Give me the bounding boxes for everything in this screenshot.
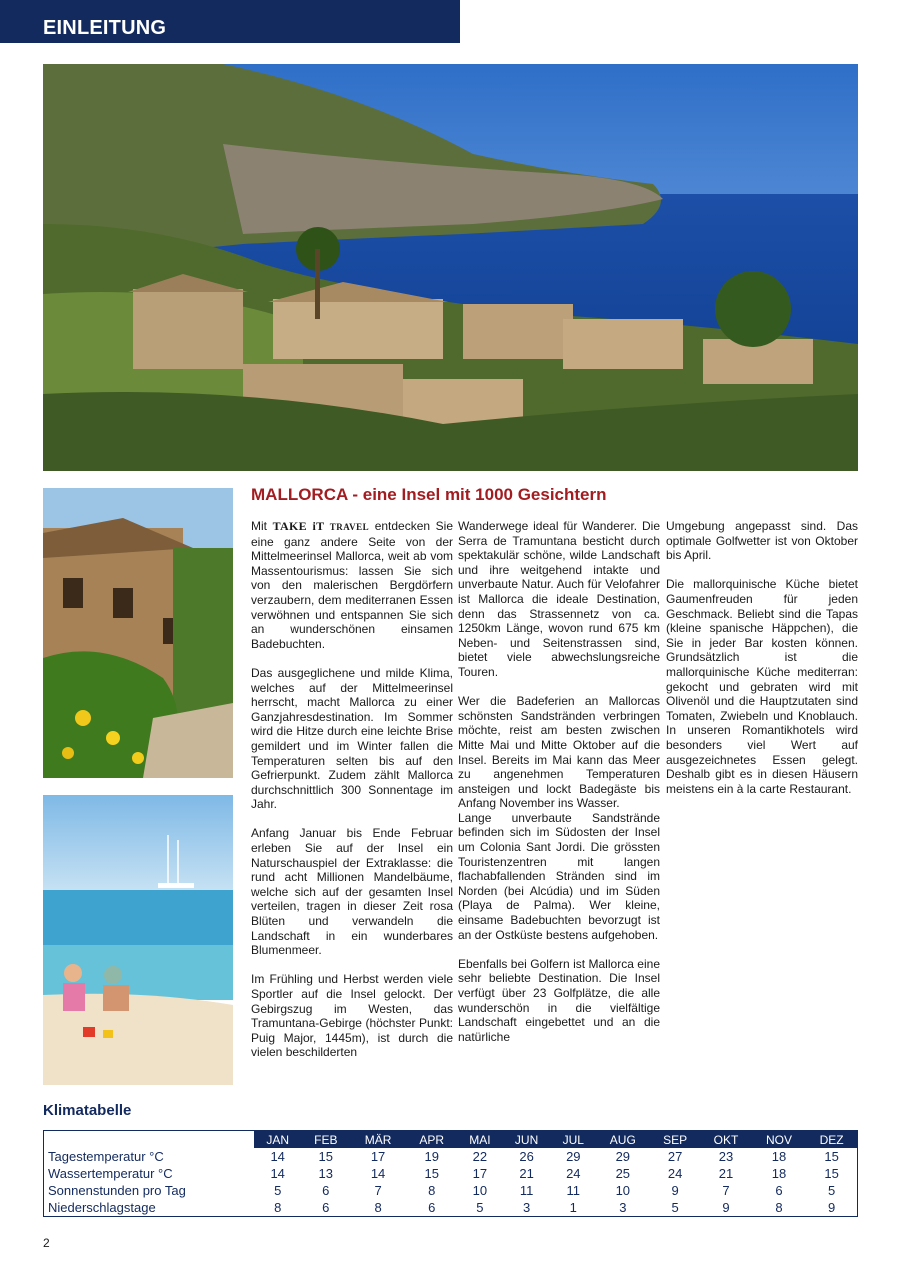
row-label: Tagestemperatur °C	[48, 1149, 164, 1164]
table-cell: 11	[519, 1183, 534, 1198]
table-cell: 11	[566, 1183, 581, 1198]
table-cell: 7	[374, 1183, 382, 1198]
month-header: APR	[406, 1131, 458, 1149]
month-header: OKT	[700, 1131, 752, 1149]
climate-header-row	[44, 1131, 858, 1149]
table-cell: 6	[775, 1183, 783, 1198]
month-header: NOV	[752, 1131, 806, 1149]
section-title: EINLEITUNG	[43, 17, 167, 39]
table-cell: 14	[370, 1166, 386, 1181]
table-cell: 7	[722, 1183, 730, 1198]
table-cell: 15	[824, 1149, 839, 1164]
paragraph	[251, 519, 453, 651]
paragraph: Im Frühling und Herbst werden viele Sportler auf die Insel gelockt. Der Gebirgszug im Westen, das Tramuntana-Gebirge (höchster Punkt: Puig Major, 1445m), ist durch die vielen beschilderten	[251, 972, 453, 1060]
text-column-3	[666, 519, 858, 811]
table-cell: 9	[827, 1200, 836, 1215]
month-header: MAI	[458, 1131, 503, 1149]
hero-photo	[43, 64, 858, 471]
table-cell: 14	[270, 1149, 285, 1164]
table-cell: 10	[472, 1183, 488, 1198]
table-cell: 14	[270, 1166, 285, 1181]
table-row	[44, 1165, 858, 1182]
paragraph: Lange unverbaute Sandstrände befinden sich im Südosten der Insel um Colonia Sant Jordi. Die grössten Touristenzentren mit langen flachabfallenden Stränden sind im Norden (bei Alcúdia) und im Süden (Playa de Palma). Wer kleine, einsame Badebuchten bevorzugt ist an der Ostküste bestens aufgehoben.	[458, 810, 660, 942]
table-cell: 23	[718, 1149, 734, 1164]
table-cell: 8	[374, 1200, 382, 1215]
table-cell: 29	[615, 1149, 631, 1164]
table-cell: 19	[424, 1149, 439, 1164]
paragraph: Wer die Badeferien an Mallorcas schönsten Sandstränden verbringen möchte, reist am besten zwischen Mitte Mai und Mitte Oktober auf die Insel. Bereits im Mai kann das Meer zu angenehmen Temperaturen ansteigen und lockt Badegäste bis Anfang November ins Wasser.	[458, 694, 660, 811]
header-blank-cell	[44, 1131, 255, 1149]
table-row	[44, 1182, 858, 1199]
month-header: JUL	[551, 1131, 596, 1149]
paragraph: Anfang Januar bis Ende Februar erleben Sie auf der Insel ein Naturschauspiel der Extraklasse: die rund acht Millionen Mandelbäume, welche sich auf der gesamten Insel verteilen, tragen in dieser Zeit rosa Blüten und verwandeln die Landschaft in ein wunderbares Blumenmeer.	[251, 826, 453, 958]
text-column-2	[458, 519, 660, 1059]
table-cell: 9	[671, 1183, 679, 1198]
month-header: SEP	[650, 1131, 700, 1149]
paragraph: Die mallorquinische Küche bietet Gaumenfreuden für jeden Geschmack. Beliebt sind die Tapas (kleine spanische Häppchen), die Sie in jeder Bar kosten können. Grundsätzlich ist die mallorquinische Küche mediterran: gekocht und gebraten wird mit Olivenöl und die Hauptzutaten sind Tomaten, Zwiebeln und Knoblauch. In unseren Romantikhotels wird besonders viel Wert auf ausgezeichnetes Essen gelegt. Deshalb gibt es in diesen Häusern meistens ein à la carte Restaurant.	[666, 577, 858, 796]
brand-logo: TAKE iT TRAVEL	[272, 519, 370, 533]
table-cell: 26	[519, 1149, 534, 1164]
table-cell: 25	[615, 1166, 631, 1181]
article-title: MALLORCA - eine Insel mit 1000 Gesichtern	[251, 485, 607, 504]
table-cell: 24	[667, 1166, 683, 1181]
table-row	[44, 1148, 858, 1165]
table-cell: 29	[566, 1149, 581, 1164]
table-cell: 3	[522, 1200, 531, 1215]
table-cell: 1	[569, 1200, 577, 1215]
row-label: Sonnenstunden pro Tag	[48, 1183, 186, 1198]
table-cell: 9	[722, 1200, 730, 1215]
page-number: 2	[43, 1236, 50, 1250]
table-cell: 5	[476, 1200, 484, 1215]
table-row	[44, 1199, 858, 1217]
beach-photo	[43, 795, 233, 1085]
table-cell: 21	[519, 1166, 534, 1181]
table-cell: 6	[428, 1200, 436, 1215]
table-cell: 5	[671, 1200, 679, 1215]
table-cell: 17	[472, 1166, 488, 1181]
text: Mit	[251, 519, 273, 533]
month-header: DEZ	[806, 1131, 857, 1149]
village-photo	[43, 488, 233, 778]
month-header: MÄR	[350, 1131, 406, 1149]
row-label: Wassertemperatur °C	[48, 1166, 173, 1181]
text-column-1	[251, 519, 453, 1075]
table-cell: 18	[771, 1149, 787, 1164]
paragraph: Ebenfalls bei Golfern ist Mallorca eine sehr beliebte Destination. Die Insel verfügt über 23 Golfplätze, die alle wunderschön in die vielfältige Landschaft eingebettet und an die natürliche	[458, 956, 660, 1044]
month-header: AUG	[596, 1131, 650, 1149]
table-cell: 18	[771, 1166, 787, 1181]
table-cell: 8	[428, 1183, 436, 1198]
table-cell: 8	[775, 1200, 783, 1215]
month-header: FEB	[301, 1131, 350, 1149]
table-cell: 13	[318, 1166, 334, 1181]
text: entdecken Sie eine ganz andere Seite von der Mittelmeerinsel Mallorca, weit ab vom Massentourismus: lassen Sie sich von den malerischen Bergdörfern verzaubern, dem mediterranen Essen verwöhnen und entspannen Sie sich an wunderschönen einsamen Badebuchten.	[251, 519, 453, 651]
table-cell: 6	[322, 1183, 330, 1198]
table-cell: 24	[566, 1166, 581, 1181]
table-cell: 8	[274, 1200, 282, 1215]
paragraph: Umgebung angepasst sind. Das optimale Golfwetter ist von Oktober bis April.	[666, 519, 858, 563]
month-header: JUN	[502, 1131, 551, 1149]
table-cell: 5	[274, 1183, 282, 1198]
table-cell: 10	[615, 1183, 631, 1198]
table-cell: 22	[472, 1149, 488, 1164]
paragraph: Das ausgeglichene und milde Klima, welches auf der Mittelmeerinsel herrscht, macht Mallorca zu einer Ganzjahresdestination. Im Sommer wird die Hitze durch eine leichte Brise gemildert und im Winter fallen die Temperaturen selten bis auf den Gefrierpunkt. Zudem zählt Mallorca durchschnittlich 300 Sonnentage im Jahr.	[251, 665, 453, 812]
table-cell: 17	[370, 1149, 386, 1164]
table-cell: 21	[718, 1166, 734, 1181]
month-header: JAN	[254, 1131, 301, 1149]
table-cell: 15	[424, 1166, 439, 1181]
row-label: Niederschlagstage	[48, 1200, 156, 1215]
table-cell: 15	[824, 1166, 839, 1181]
table-cell: 5	[827, 1183, 836, 1198]
table-cell: 15	[318, 1149, 334, 1164]
climate-table-heading: Klimatabelle	[43, 1102, 132, 1119]
climate-table	[43, 1130, 858, 1217]
table-cell: 6	[322, 1200, 330, 1215]
paragraph: Wanderwege ideal für Wanderer. Die Serra de Tramuntana besticht durch spektakulär schöne, wilde Landschaft und ihre weitgehend intakte und unverbaute Natur. Auch für Velofahrer ist Mallorca die ideale Destination, denn das Strassennetz von ca. 1250km Länge, wovon rund 675 km Neben- und Seitenstrassen sind, bietet viele abwechslungsreiche Touren.	[458, 519, 660, 679]
table-cell: 3	[619, 1200, 627, 1215]
table-cell: 27	[667, 1149, 683, 1164]
